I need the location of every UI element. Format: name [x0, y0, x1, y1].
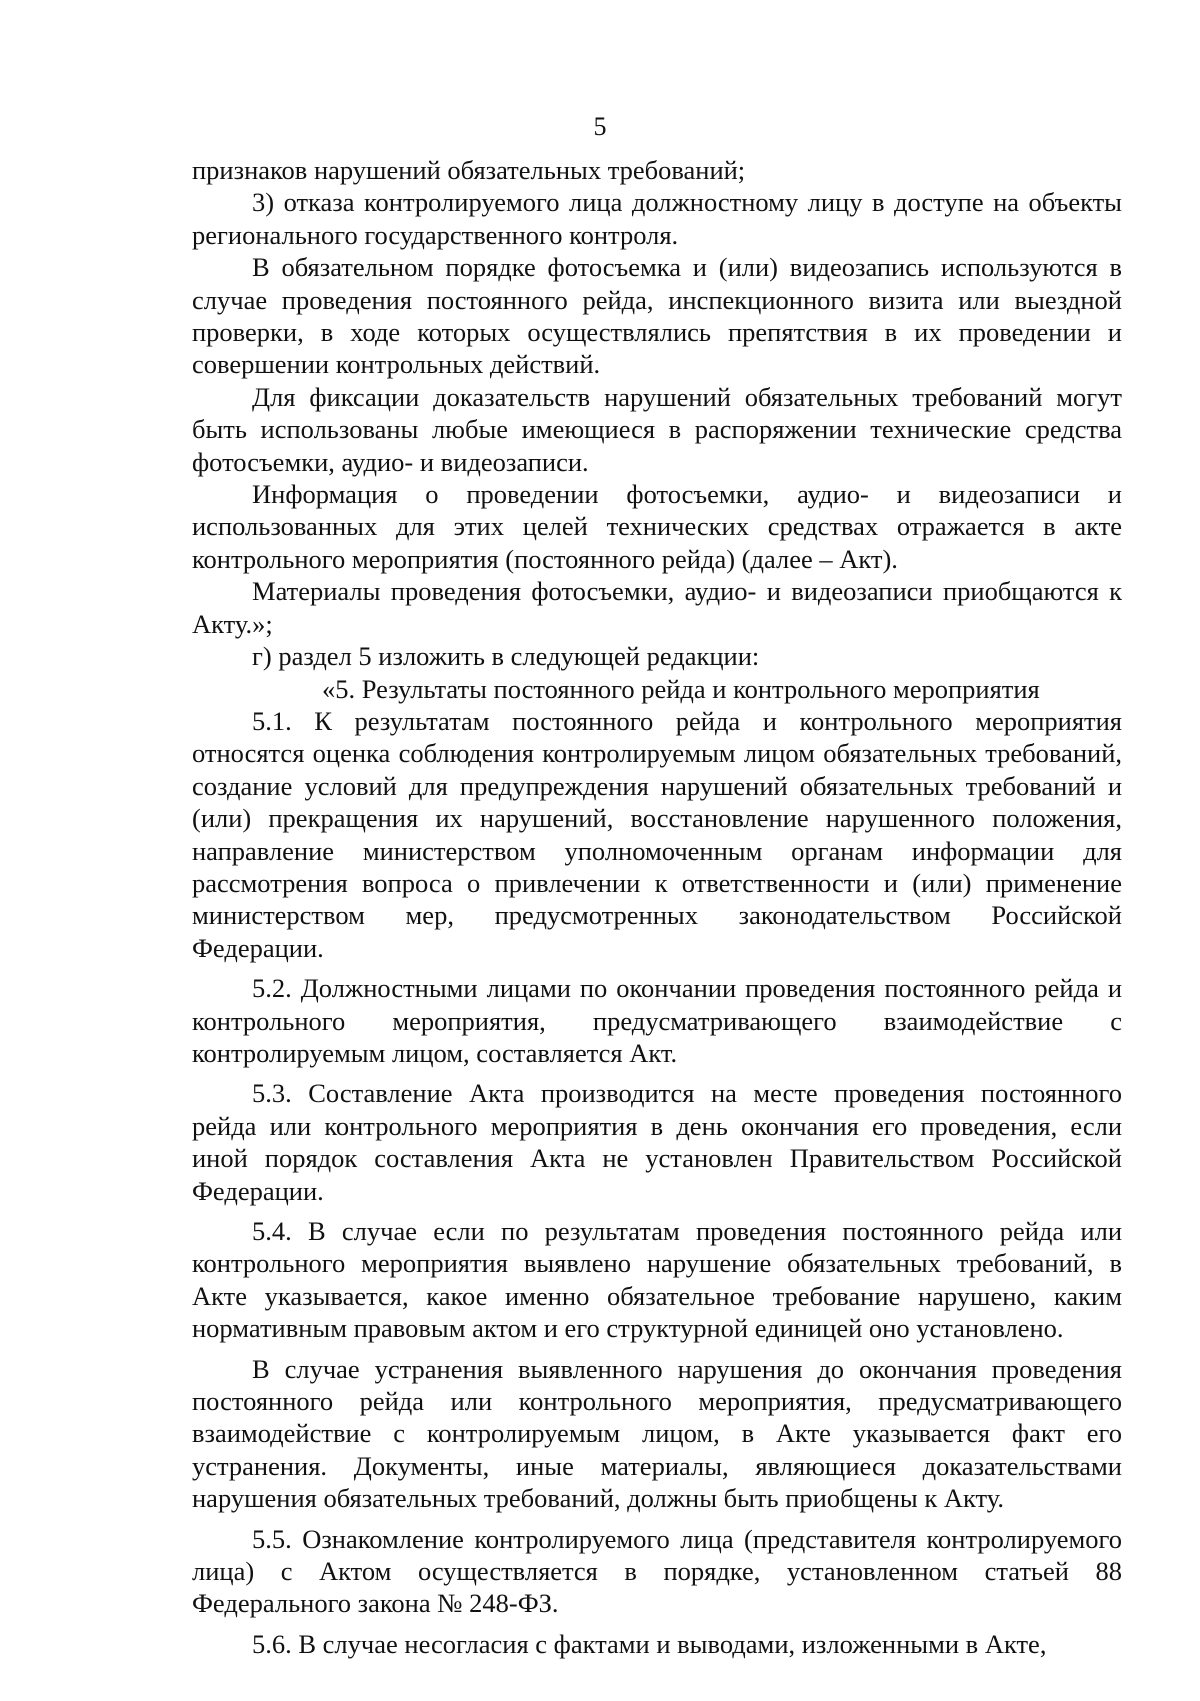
paragraph-evidence-means: Для фиксации доказательств нарушений обязательных требований могут быть использованы любые имеющиеся в распоряжении технические средства фотосъемки, аудио- и видеозаписи.: [192, 381, 1122, 477]
paragraph-photo-mandatory: В обязательном порядке фотосъемка и (или) видеозапись используются в случае проведения постоянного рейда, инспекционного визита или выездной проверки, в ходе которых осуществлялись препятствия в их проведении и совершении контрольных действий.: [192, 252, 1122, 380]
section-5-title: «5. Результаты постоянного рейда и контрольного мероприятия: [322, 673, 1040, 704]
paragraph-5-4-elimination: В случае устранения выявленного нарушения до окончания проведения постоянного рейда или контрольного мероприятия, предусматривающего взаимодействие с контролируемым лицом, в Акте указывается факт его устранения. Документы, иные материалы, являющиеся доказательствами нарушения обязательных требований, должны быть приобщены к Акту.: [192, 1353, 1122, 1514]
document-body: [192, 154, 1122, 1660]
paragraph-5-2: 5.2. Должностными лицами по окончании проведения постоянного рейда и контрольного мероприятия, предусматривающего взаимодействие с контролируемым лицом, составляется Акт.: [192, 973, 1122, 1068]
paragraph-5-6: 5.6. В случае несогласия с фактами и выводами, изложенными в Акте,: [252, 1628, 1047, 1659]
paragraph-5-4: 5.4. В случае если по результатам проведения постоянного рейда или контрольного мероприятия выявлено нарушение обязательных требований, в Акте указывается, какое именно обязательное требование нарушено, каким нормативным правовым актом и его структурной единицей оно установлено.: [192, 1216, 1122, 1344]
paragraph-amendment-g: г) раздел 5 изложить в следующей редакции:: [252, 641, 760, 672]
paragraph-5-3: 5.3. Составление Акта производится на месте проведения постоянного рейда или контрольного мероприятия в день окончания его проведения, если иной порядок составления Акта не установлен Правительством Российской Федерации.: [192, 1078, 1122, 1206]
paragraph-item-3: 3) отказа контролируемого лица должностному лицу в доступе на объекты регионального государственного контроля.: [192, 187, 1122, 250]
paragraph-info-in-act: Информация о проведении фотосъемки, аудио- и видеозаписи и использованных для этих целей технических средствах отражается в акте контрольного мероприятия (постоянного рейда) (далее – Акт).: [192, 479, 1122, 574]
paragraph-5-5: 5.5. Ознакомление контролируемого лица (представителя контролируемого лица) с Актом осуществляется в порядке, установленном статьей 88 Федерального закона № 248-ФЗ.: [192, 1523, 1122, 1619]
page-number: 5: [593, 112, 607, 141]
paragraph-continuation: признаков нарушений обязательных требований;: [192, 155, 746, 185]
paragraph-5-1: 5.1. К результатам постоянного рейда и контрольного мероприятия относятся оценка соблюдения контролируемым лицом обязательных требований, создание условий для предупреждения нарушений обязательных требований и (или) прекращения их нарушений, восстановление нарушенного положения, направление министерством уполномоченным органам информации для рассмотрения вопроса о привлечении к ответственности и (или) применение министерством мер, предусмотренных законодательством Российской Федерации.: [192, 705, 1122, 963]
paragraph-materials-attached: Материалы проведения фотосъемки, аудио- и видеозаписи приобщаются к Акту.»;: [192, 576, 1122, 639]
